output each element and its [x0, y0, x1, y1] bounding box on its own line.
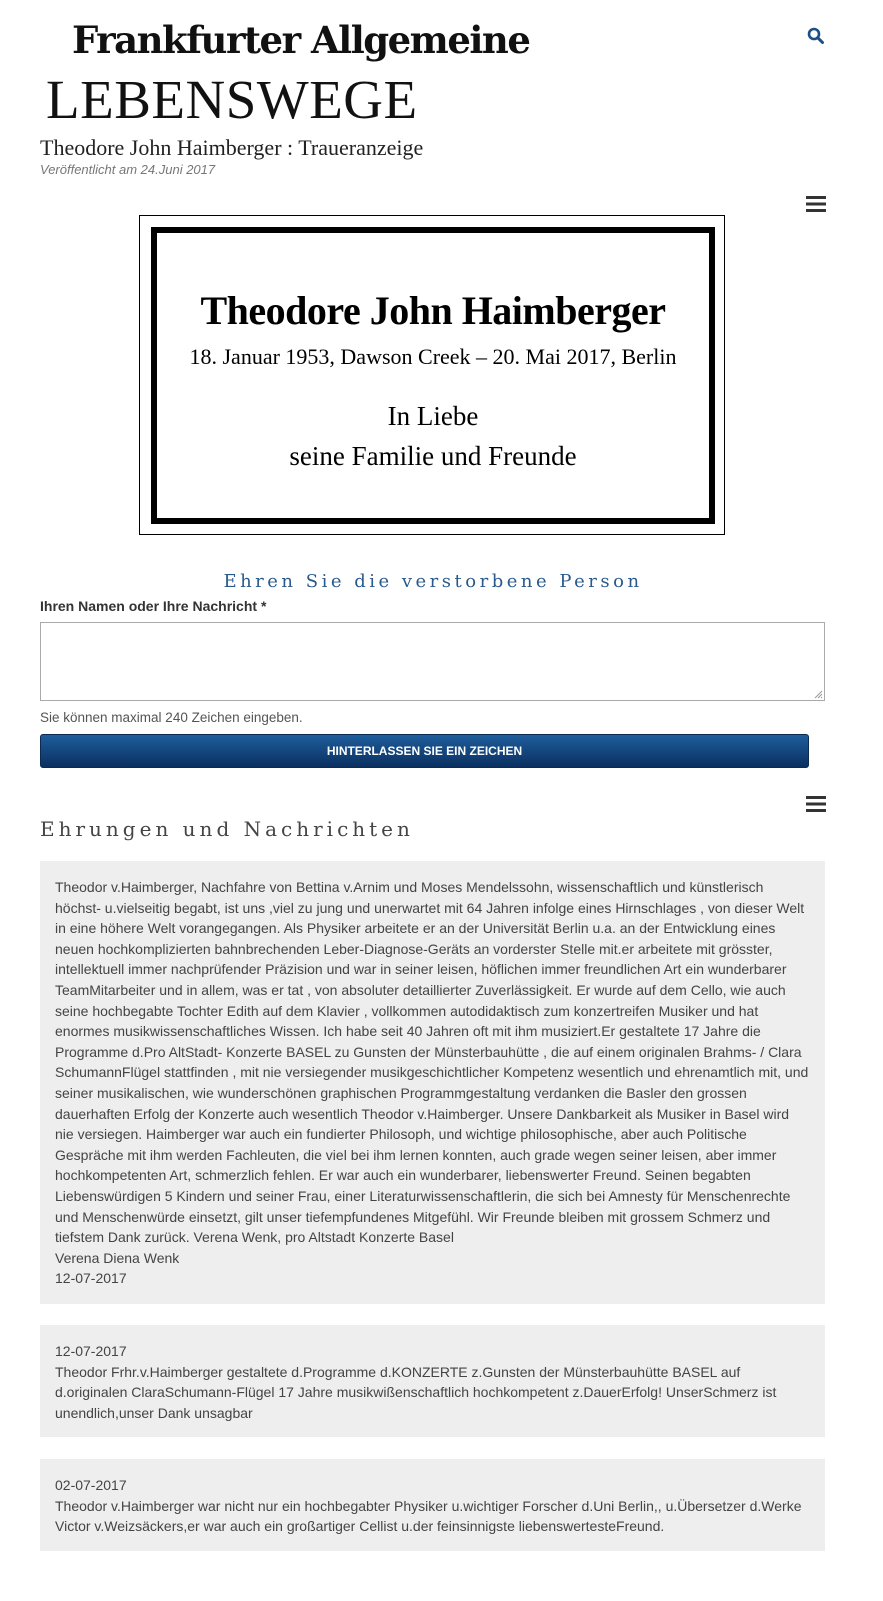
message-text: Theodor Frhr.v.Haimberger gestaltete d.Programme d.KONZERTE z.Gunsten der Münsterbauhütte BASEL auf d.originalen ClaraSchumann-Flügel 17 Jahre musikwißenschaftlich hochkompetent z.DauerErfolg! UnserSchmerz ist unendlich,unser Dank unsagbar [55, 1363, 777, 1421]
submit-button[interactable]: HINTERLASSEN SIE EIN ZEICHEN [40, 734, 809, 768]
life-dates: 18. Januar 1953, Dawson Creek – 20. Mai 2017, Berlin [189, 344, 677, 369]
message-card [40, 1459, 825, 1551]
message-date: 02-07-2017 [55, 1477, 127, 1493]
honor-heading: Ehren Sie die verstorbene Person [223, 571, 643, 592]
message-text: Theodor v.Haimberger, Nachfahre von Bettina v.Arnim und Moses Mendelssohn, wissenschaftlich und künstlerisch höchst- u.vielseitig begabt, ist uns ,viel zu jung und unerwartet mit 64 Jahren infolge eines Hirnschlages , von dieser Welt in eine höhere Welt vorangegangen. Als Physiker arbeitete er an der Universität Berlin u.a. an der Entwicklung eines neuen hochkomplizierten bahnbrechenden Leber-Diagnose-Geräts an vorderster Stelle mit.er arbeitete mit grösster, intellektuell immer nachprüfender Präzision und war in seiner leisen, höflichen immer freundlichen Art ein wunderbarer TeamMitarbeiter und in allem, was er tat , von absoluter detaillierter Zuverlässigkeit. Er wurde auf dem Cello, wie auch seine hochbegabte Tochter Edith auf dem Klavier , vollkommen autodidaktisch zum konzertreifen Musiker und hat enormes musikwissenschaftliches Wissen. Ich habe seit 40 Jahren oft mit ihm musiziert.Er gestaltete 17 Jahre die Programme d.Pro AltStadt- Konzerte BASEL zu Gunsten der Münsterbauhütte , die auf einem originalen Brahms- / Clara SchumannFlügel stattfinden , mit nie versiegender musikgeschichtlicher Kompetenz wesentlich und ehrenamtlich mit, und seiner musikalischen, wie wunderschönen graphischen Programmgestaltung verdanken die Basler den grossen dauerhaften Erfolg der Konzerte auch wesentlich Theodor v.Haimberger. Unsere Dankbarkeit als Musiker in Basel wird nie versiegen. Haimberger war auch ein fundierter Philosoph, und wichtige philosophische, aber auch Politische Gespräche mit ihm werden Fachleuten, die viel bei ihm lernen konnten, auch grade wegen seiner leisen, aber immer hochkompetenten Art, schmerzlich fehlen. Er war auch ein wunderbarer, liebenswerter Freund. Seinen begabten Liebenswürdigen 5 Kindern und seiner Frau, einer Literaturwissenschaftlerin, die sich bei Amnesty für Menschenrechte und Menschenwürde einsetzt, gilt unser tiefempfundenes Mitgefühl. Wir Freunde bleiben mit grossem Schmerz und tiefstem Dank zurück. Verena Wenk, pro Altstadt Konzerte Basel [55, 879, 809, 1246]
message-card [40, 861, 825, 1304]
message-label: Ihren Namen oder Ihre Nachricht * [40, 598, 267, 614]
message-date: 12-07-2017 [55, 1270, 127, 1287]
menu-icon[interactable] [806, 795, 826, 813]
deceased-name: Theodore John Haimberger [200, 288, 666, 333]
character-limit-hint: Sie können maximal 240 Zeichen eingeben. [40, 710, 303, 725]
dedication-line-1: In Liebe [387, 401, 479, 431]
masthead-logo[interactable]: Frankfurter Allgemeine [72, 18, 530, 62]
resize-grip-icon[interactable] [813, 689, 823, 699]
dedication-line-2: seine Familie und Freunde [289, 441, 577, 471]
message-date: 12-07-2017 [55, 1343, 127, 1359]
obituary-notice-content [151, 227, 715, 524]
message-input[interactable] [40, 622, 825, 701]
message-text: Theodor v.Haimberger war nicht nur ein hochbegabter Physiker u.wichtiger Forscher d.Uni Berlin,, u.Übersetzer d.Werke Victor v.Weizsäckers,er war auch ein großartiger Cellist u.der feinsinnigste liebenswertesteFreund. [55, 1497, 802, 1535]
message-card [40, 1325, 825, 1437]
message-author: Verena Diena Wenk [55, 1249, 180, 1266]
brand-title[interactable]: LEBENSWEGE [46, 69, 418, 130]
search-icon[interactable] [806, 26, 826, 46]
publish-date: Veröffentlicht am 24.Juni 2017 [40, 162, 216, 177]
menu-icon[interactable] [806, 195, 826, 213]
notice-dedication [157, 396, 709, 476]
messages-heading: Ehrungen und Nachrichten [40, 817, 414, 841]
page-title: Theodore John Haimberger : Traueranzeige [40, 135, 424, 160]
